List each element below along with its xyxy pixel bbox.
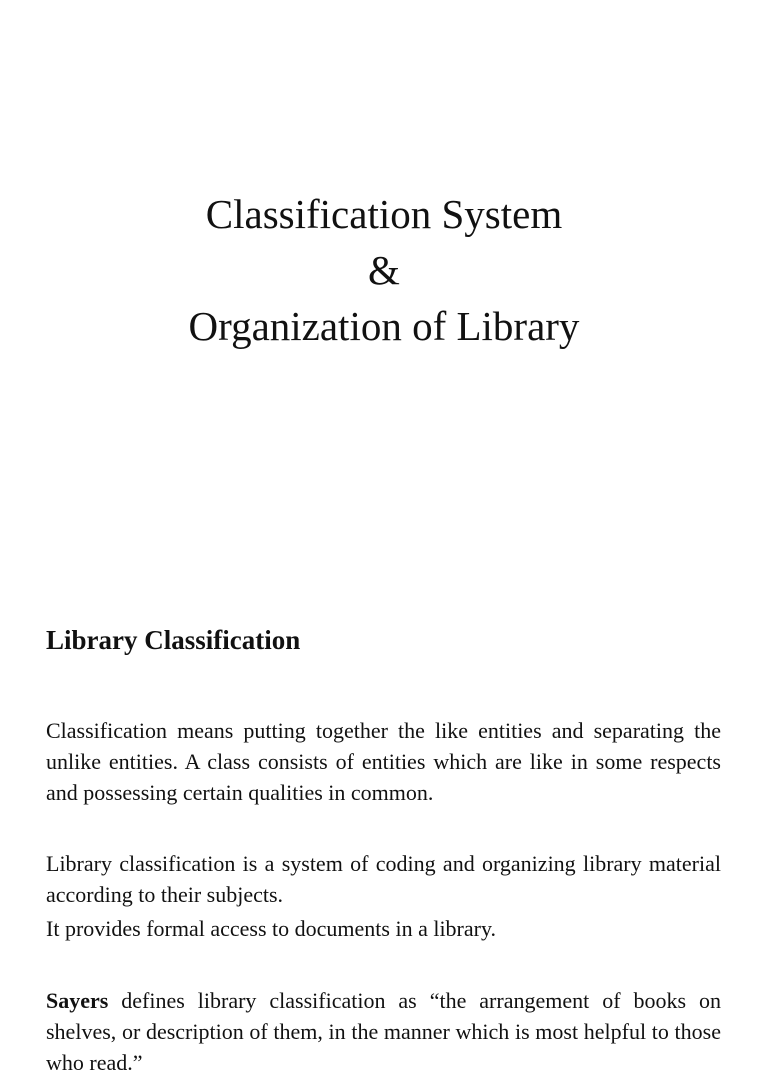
author-name: Sayers bbox=[46, 988, 109, 1013]
paragraph-sayers-definition bbox=[46, 985, 721, 1078]
sayers-definition-text: defines library classification as “the arrangement of books on shelves, or description of them, in the manner which is most helpful to those who read.” bbox=[46, 988, 721, 1075]
paragraph-formal-access: It provides formal access to documents in a library. bbox=[46, 916, 497, 941]
title-line-2: & bbox=[368, 247, 400, 293]
title-line-3: Organization of Library bbox=[188, 303, 580, 349]
section-heading: Library Classification bbox=[46, 625, 301, 655]
title-line-1: Classification System bbox=[205, 191, 563, 237]
paragraph-library-classification: Library classification is a system of coding and organizing library material according to their subjects. bbox=[46, 851, 721, 907]
paragraph-definition: Classification means putting together the like entities and separating the unlike entities. A class consists of entities which are like in some respects and possessing certain qualities in common. bbox=[46, 718, 721, 805]
document-title bbox=[0, 186, 768, 354]
